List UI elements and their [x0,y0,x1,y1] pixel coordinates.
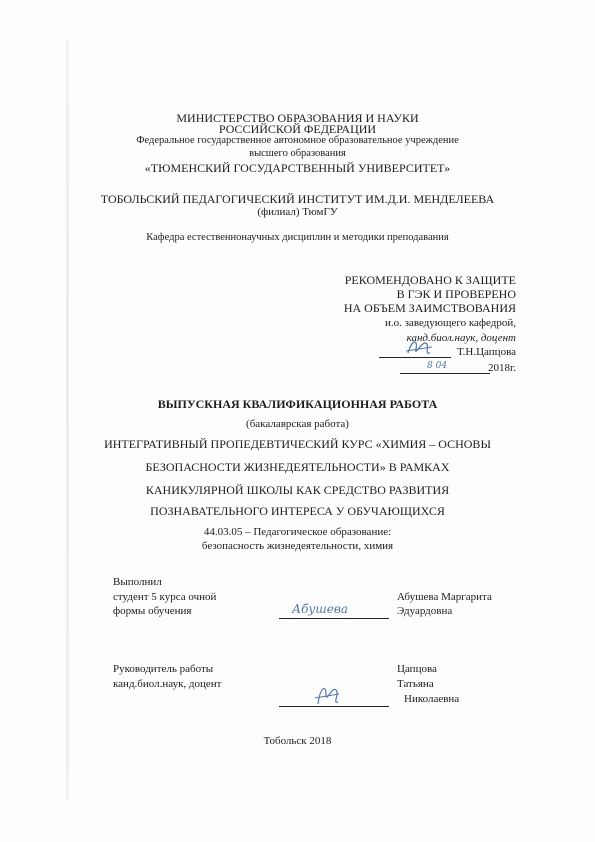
thesis-title-line-2: БЕЗОПАСНОСТИ ЖИЗНЕДЕЯТЕЛЬНОСТИ» В РАМКАХ [145,460,450,474]
thesis-title-line-4: ПОЗНАВАТЕЛЬНОГО ИНТЕРЕСА У ОБУЧАЮЩИХСЯ [150,504,445,518]
supervisor-name-line-3: Николаевна [404,693,460,705]
thesis-title-line-1: ИНТЕГРАТИВНЫЙ ПРОПЕДЕВТИЧЕСКИЙ КУРС «ХИМИЯ – ОСНОВЫ [104,437,491,451]
supervisor-name-line-2: Татьяна [397,678,434,690]
author-label-1: Выполнил [113,576,162,588]
approval-handwritten-date: 8 04 [427,361,448,371]
institute-line-2: (филиал) ТюмГУ [257,206,338,218]
supervisor-name-line-1: Цапцова [397,663,437,675]
specialty-line-2: безопасность жизнедеятельности, химия [201,540,394,552]
place-year: Тобольск 2018 [263,735,332,747]
institute-line-1: ТОБОЛЬСКИЙ ПЕДАГОГИЧЕСКИЙ ИНСТИТУТ ИМ.Д.И. МЕНДЕЛЕЕВА [100,192,495,206]
university-name: «ТЮМЕНСКИЙ ГОСУДАРСТВЕННЫЙ УНИВЕРСИТЕТ» [144,161,451,175]
approval-date-line [400,373,490,374]
author-signature-line [279,618,389,619]
approval-line-4: и.о. заведующего кафедрой, [384,317,516,329]
supervisor-signature-icon [312,680,342,710]
ministry-line-2: РОССИЙСКОЙ ФЕДЕРАЦИИ [218,122,377,136]
thesis-title-line-3: КАНИКУЛЯРНОЙ ШКОЛЫ КАК СРЕДСТВО РАЗВИТИЯ [145,483,450,497]
approval-signature-icon [404,335,434,361]
supervisor-label-1: Руководитель работы [113,663,214,675]
thesis-type: ВЫПУСКНАЯ КВАЛИФИКАЦИОННАЯ РАБОТА [157,397,438,411]
author-name-line-1: Абушева Маргарита [397,591,492,603]
institution-line-2: высшего образования [249,148,346,159]
author-label-2: студент 5 курса очной [113,591,217,603]
approval-year: 2018г. [487,362,516,374]
supervisor-label-2: канд.биол.наук, доцент [113,678,222,690]
department-name: Кафедра естественнонаучных дисциплин и методики преподавания [146,232,449,243]
approval-line-2: В ГЭК И ПРОВЕРЕНО [396,287,516,301]
specialty-line-1: 44.03.05 – Педагогическое образование: [203,526,392,538]
institution-line-1: Федеральное государственное автономное образовательное учреждение [136,135,459,146]
approval-line-3: НА ОБЪЕМ ЗАИМСТВОВАНИЯ [343,301,516,315]
approval-name: Т.Н.Цапцова [457,346,516,358]
author-signature: Абушева [292,602,348,616]
approval-line-5: канд.биол.наук, доцент [406,332,516,344]
author-name-line-2: Эдуардовна [397,605,453,617]
author-label-3: формы обучения [113,605,192,617]
ministry-line-1: МИНИСТЕРСТВО ОБРАЗОВАНИЯ И НАУКИ [176,111,419,125]
thesis-subtype: (бакалаврская работа) [246,418,349,430]
approval-line-1: РЕКОМЕНДОВАНО К ЗАЩИТЕ [344,273,516,287]
